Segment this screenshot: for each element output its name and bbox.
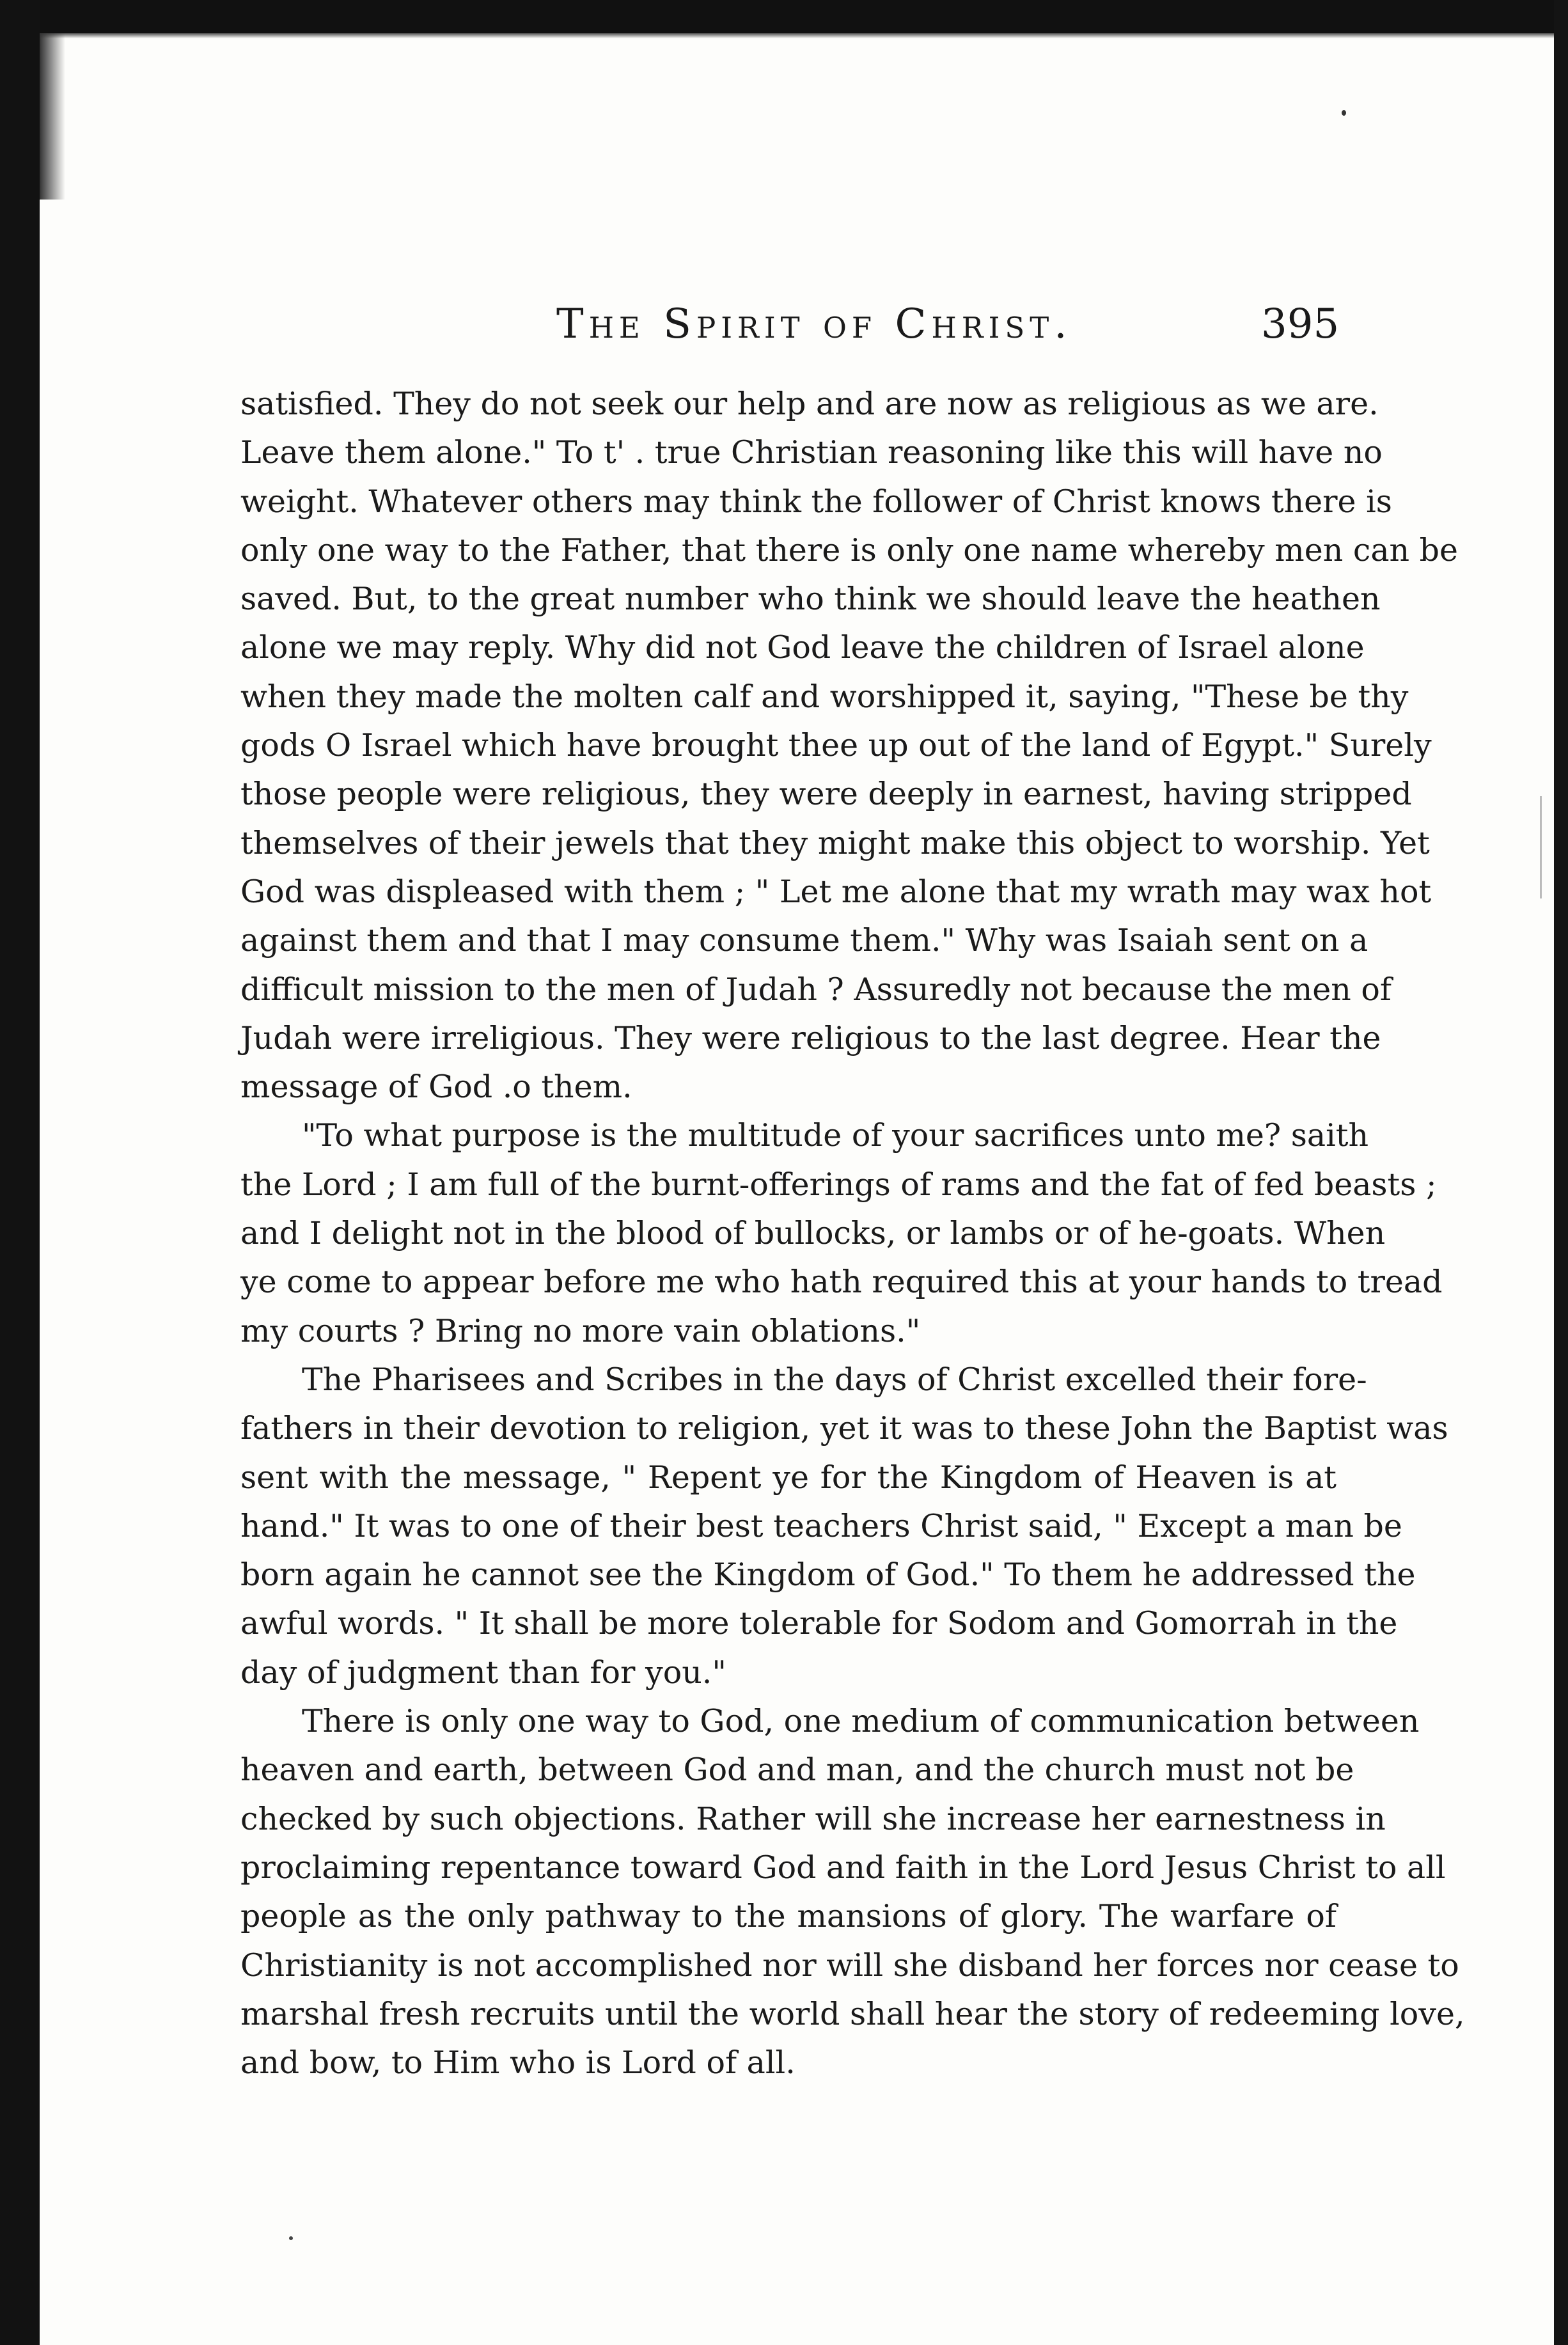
page-curl-shadow bbox=[40, 33, 65, 200]
text-line: satisfied. They do not seek our help and are now as religious as we are. bbox=[240, 386, 1379, 422]
text-line: difficult mission to the men of Judah ? Assuredly not because the men of bbox=[240, 971, 1392, 1008]
text-line: There is only one way to God, one medium of communication between bbox=[302, 1703, 1420, 1740]
text-line: and I delight not in the blood of bullocks, or lambs or of he-goats. When bbox=[240, 1215, 1386, 1252]
text-line: only one way to the Father, that there is only one name whereby men can be bbox=[240, 531, 1459, 569]
text-line: God was displeased with them ; " Let me alone that my wrath may wax hot bbox=[240, 873, 1432, 910]
paragraph bbox=[240, 1356, 1448, 1697]
text-line: when they made the molten calf and worshipped it, saying, "These be thy bbox=[240, 678, 1409, 715]
page-number: 395 bbox=[1261, 301, 1340, 348]
paragraph bbox=[240, 380, 1459, 1111]
paragraph bbox=[240, 1111, 1443, 1355]
text-line: The Pharisees and Scribes in the days of Christ excelled their fore- bbox=[302, 1361, 1367, 1398]
text-line: weight. Whatever others may think the follower of Christ knows there is bbox=[240, 483, 1392, 520]
text-line: "To what purpose is the multitude of your sacrifices unto me? saith bbox=[302, 1117, 1369, 1154]
text-line: heaven and earth, between God and man, and the church must not be bbox=[240, 1752, 1354, 1789]
text-line: Christianity is not accomplished nor will she disband her forces nor cease to bbox=[240, 1947, 1459, 1984]
scan-shadow-top bbox=[38, 33, 1568, 38]
text-line: against them and that I may consume them." Why was Isaiah sent on a bbox=[240, 922, 1368, 959]
body-text bbox=[240, 380, 1465, 2087]
text-line: hand." It was to one of their best teachers Christ said, " Except a man be bbox=[240, 1507, 1402, 1544]
text-line: sent with the message, " Repent ye for the Kingdom of Heaven is at bbox=[240, 1459, 1337, 1496]
text-line: my courts ? Bring no more vain oblations." bbox=[240, 1312, 921, 1349]
text-line: day of judgment than for you." bbox=[240, 1654, 726, 1691]
text-line: ye come to appear before me who hath required this at your hands to tread bbox=[240, 1264, 1443, 1301]
text-line: message of God .o them. bbox=[240, 1069, 632, 1106]
text-line: gods O Israel which have brought thee up out of the land of Egypt." Surely bbox=[240, 727, 1432, 764]
ink-speck bbox=[1342, 110, 1346, 116]
text-line: and bow, to Him who is Lord of all. bbox=[240, 2044, 796, 2082]
text-line: proclaiming repentance toward God and faith in the Lord Jesus Christ to all bbox=[240, 1849, 1446, 1886]
text-line: themselves of their jewels that they might make this object to worship. Yet bbox=[240, 824, 1430, 861]
text-line: Leave them alone." To t' . true Christian reasoning like this will have no bbox=[240, 434, 1383, 471]
text-line: awful words. " It shall be more tolerable for Sodom and Gomorrah in the bbox=[240, 1605, 1398, 1642]
ink-speck bbox=[289, 2236, 293, 2240]
running-head bbox=[0, 301, 1568, 358]
scan-border-top bbox=[0, 0, 1568, 33]
text-line: the Lord ; I am full of the burnt-offerings of rams and the fat of fed beasts ; bbox=[240, 1166, 1437, 1203]
text-line: people as the only pathway to the mansions of glory. The warfare of bbox=[240, 1898, 1337, 1935]
text-line: alone we may reply. Why did not God leave the children of Israel alone bbox=[240, 629, 1365, 666]
text-line: those people were religious, they were deeply in earnest, having stripped bbox=[240, 776, 1412, 813]
running-title: The Spirit of Christ. bbox=[556, 301, 1072, 348]
text-line: saved. But, to the great number who think we should leave the heathen bbox=[240, 581, 1381, 618]
text-line: Judah were irreligious. They were religious to the last degree. Hear the bbox=[240, 1019, 1381, 1056]
text-line: marshal fresh recruits until the world shall hear the story of redeeming love, bbox=[240, 1995, 1465, 2032]
scan-mark bbox=[1540, 796, 1542, 898]
text-line: born again he cannot see the Kingdom of God." To them he addressed the bbox=[240, 1557, 1416, 1594]
text-line: fathers in their devotion to religion, yet it was to these John the Baptist was bbox=[240, 1410, 1448, 1447]
text-line: checked by such objections. Rather will she increase her earnestness in bbox=[240, 1800, 1386, 1837]
paragraph bbox=[240, 1697, 1465, 2087]
